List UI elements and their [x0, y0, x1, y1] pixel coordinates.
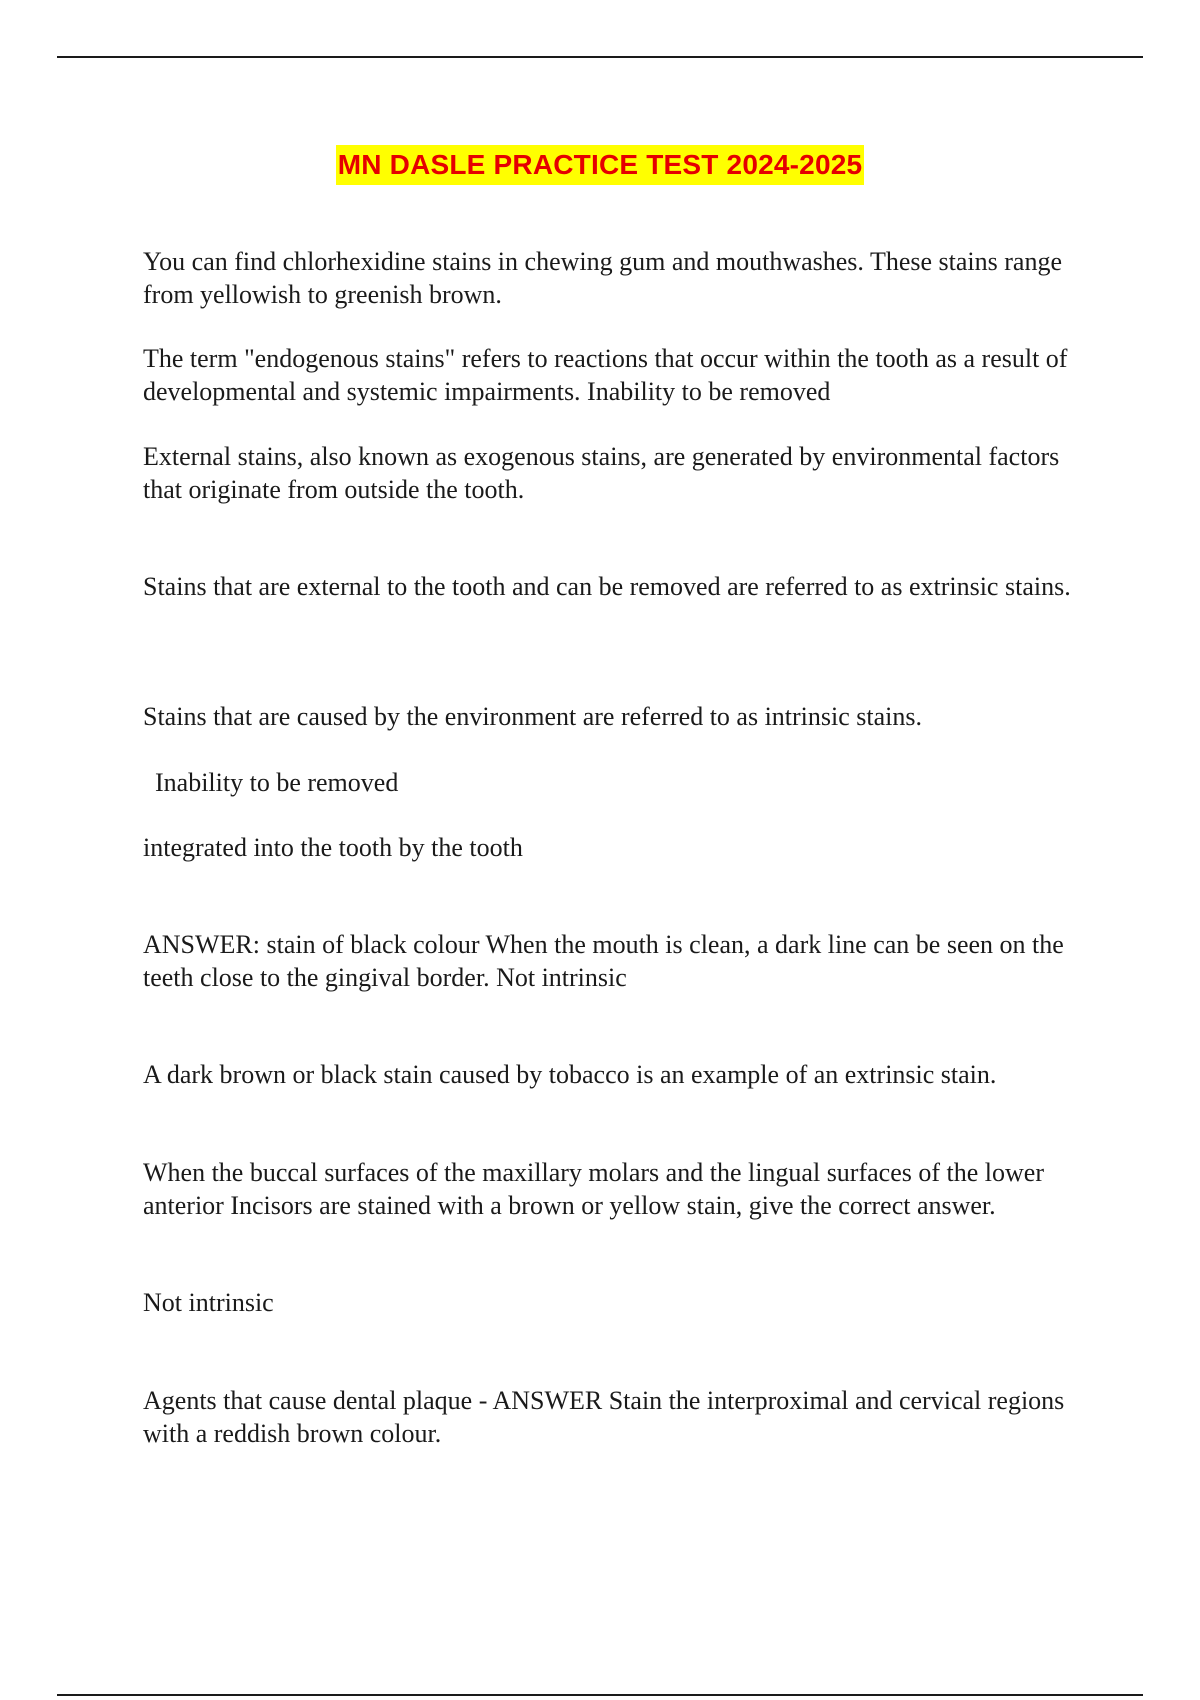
paragraph-extrinsic-definition: Stains that are external to the tooth and can be removed are referred to as extrinsic stains.: [143, 572, 1071, 601]
title-container: [0, 145, 1200, 185]
paragraph-tobacco-stain: A dark brown or black stain caused by tobacco is an example of an extrinsic stain.: [143, 1060, 997, 1089]
paragraph-dental-plaque-answer: Agents that cause dental plaque - ANSWER Stain the interproximal and cervical regions with a reddish brown colour.: [143, 1386, 1065, 1448]
paragraph-endogenous-stains: The term "endogenous stains" refers to reactions that occur within the tooth as a result of developmental and systemic impairments. Inability to be removed: [143, 344, 1068, 406]
paragraph-inability-removed: Inability to be removed: [155, 768, 399, 797]
top-divider: [57, 56, 1143, 58]
paragraph-not-intrinsic: Not intrinsic: [143, 1288, 274, 1317]
paragraph-black-stain-answer: ANSWER: stain of black colour When the mouth is clean, a dark line can be seen on the teeth close to the gingival border. Not intrinsic: [143, 930, 1064, 992]
paragraph-integrated-tooth: integrated into the tooth by the tooth: [143, 833, 523, 862]
paragraph-intrinsic-statement: Stains that are caused by the environment are referred to as intrinsic stains.: [143, 702, 923, 731]
bottom-divider: [57, 1694, 1143, 1696]
paragraph-exogenous-stains: External stains, also known as exogenous stains, are generated by environmental factors that originate from outside the tooth.: [143, 442, 1060, 504]
document-title: MN DASLE PRACTICE TEST 2024-2025: [336, 145, 865, 185]
paragraph-chlorhexidine-stains: You can find chlorhexidine stains in chewing gum and mouthwashes. These stains range from yellowish to greenish brown.: [143, 247, 1062, 309]
paragraph-buccal-lingual-question: When the buccal surfaces of the maxillary molars and the lingual surfaces of the lower anterior Incisors are stained with a brown or yellow stain, give the correct answer.: [143, 1158, 1044, 1220]
